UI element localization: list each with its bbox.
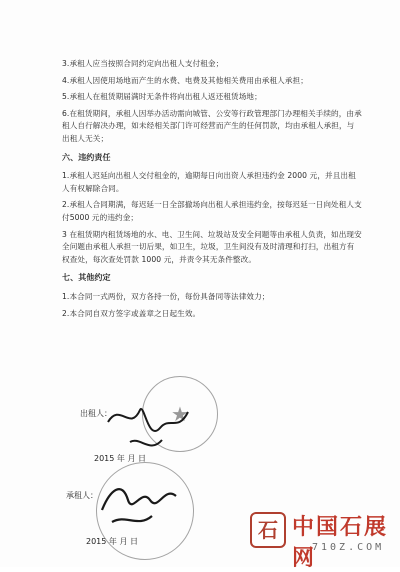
other-clause-1: 1.本合同一式两份，双方各持一份，每份具备同等法律效力； <box>62 291 270 301</box>
site-watermark <box>250 510 400 571</box>
lessee-date: 2015 年 月 日 <box>86 537 138 546</box>
section-breach-heading: 六、违约责任 <box>62 152 111 162</box>
breach-clause-2: 2.承租人合同期满，每迟延一日全部撤场向出租人承担违约金，按每迟延一日向处租人支付5000 元的违约金； <box>62 200 362 222</box>
lessee-label: 承租人： <box>66 491 98 500</box>
other-clause-2: 2.本合同自双方签字或盖章之日起生效。 <box>62 308 201 318</box>
clause-6: 6.在租赁期间，承租人因举办活动需向城管、公安等行政管理部门办理相关手续的，由承租人自行解决办理，如未经相关部门许可经营而产生的任何罚款，均由承租人承担，与出租人无关； <box>62 108 362 143</box>
lessor-label: 出租人： <box>80 409 112 418</box>
breach-clause-3: 3 在租赁期内租赁场地的水、电、卫生间、垃圾站及安全问题等由承租人负责，如出现安全问题由承租人承担一切后果，如卫生，垃圾，卫生间没有及时清理和打扫，出租方有权查处，每次查处罚款 1000 元，并责令其无条件整改。 <box>62 229 362 264</box>
clause-4: 4.承租人因使用场地而产生的水费、电费及其他相关费用由承租人承担； <box>62 75 308 85</box>
watermark-logo: 石 <box>250 512 286 548</box>
clause-5: 5.承租人在租赁期届满时无条件将向出租人返还租赁场地； <box>62 92 262 102</box>
breach-clause-1: 1.承租人迟延向出租人交付租金的，逾期每日向出资人承担违约金 2000 元，并且出租人有权解除合同。 <box>62 171 356 193</box>
star-icon: ★ <box>171 402 189 426</box>
lessor-signature <box>100 392 220 462</box>
lessee-signature <box>92 470 192 540</box>
clause-3: 3.承租人应当按照合同约定向出租人支付租金； <box>62 59 224 68</box>
watermark-url: 710Z.COM <box>312 542 385 553</box>
watermark-title: 中国石展网 <box>292 514 389 571</box>
section-other-heading: 七、其他约定 <box>62 273 111 283</box>
lessor-date: 2015 年 月 日 <box>94 454 146 463</box>
